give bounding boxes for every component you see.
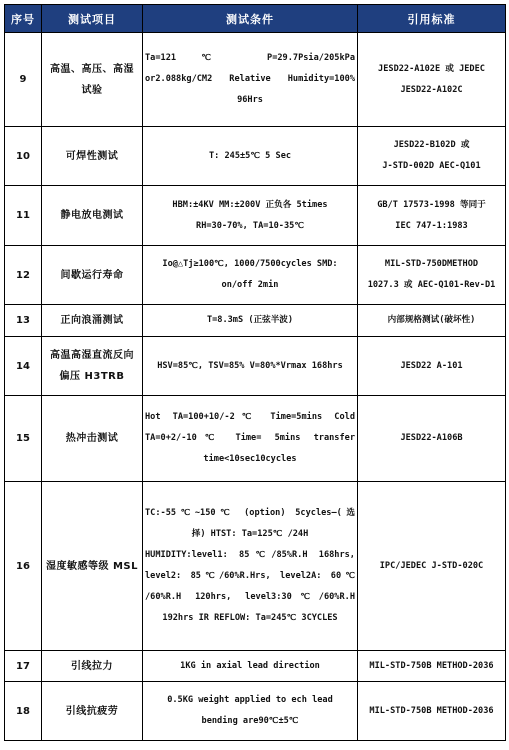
test-condition [143,337,358,396]
reference-standard [358,651,506,682]
row-number: 13 [5,305,42,337]
row-number: 9 [5,33,42,127]
reference-standard [358,305,506,337]
reference-standard [358,396,506,482]
test-item-line: 试验 [81,84,103,96]
test-condition-line: or2.088kg/CM2 Relative Humidity=100% [145,74,355,84]
test-condition-line: time<10sec10cycles [203,454,297,464]
test-item-line: 偏压 H3TRB [59,371,125,382]
row-number: 18 [5,682,42,741]
standard-line: MIL-STD-750B METHOD-2036 [369,705,494,716]
test-item-line: 高温高湿直流反向 [50,350,134,361]
standard-line: GB/T 17573-1998 等同于 [377,199,486,210]
test-item-line: 高温、高压、高湿 [50,63,134,75]
test-condition [143,246,358,305]
test-condition-line: /60%R.H 120hrs, level3:30℃/60%R.H [145,592,355,602]
row-number: 17 [5,651,42,682]
standard-line: JESD22-B102D 或 [393,140,470,150]
table-row [5,337,506,396]
test-item-line: 正向浪涌测试 [60,315,124,326]
test-item-line: 热冲击测试 [65,433,119,444]
test-condition-line: T=8.3mS (正弦半波) [206,315,294,325]
test-condition-line: 96Hrs [237,95,263,105]
test-condition [143,651,358,682]
standard-line: 1027.3 或 AEC-Q101-Rev-D1 [367,280,496,290]
row-number: 12 [5,246,42,305]
standard-line: MIL-STD-750DMETHOD [384,259,479,269]
standard-line: IPC/JEDEC J-STD-020C [379,560,484,571]
header-test-condition: 测试条件 [143,5,358,33]
test-condition [143,186,358,246]
test-item-line: 引线抗疲劳 [65,705,119,717]
test-condition-line: on/off 2min [221,280,279,290]
standard-line: JESD22 A-101 [400,360,463,371]
test-condition-line: TC:-55℃~150℃ (option) 5cycles—(选 [145,508,355,518]
standard-line: MIL-STD-750B METHOD-2036 [369,660,494,671]
row-number: 14 [5,337,42,396]
test-condition [143,396,358,482]
test-condition-line: 1KG in axial lead direction [180,660,320,671]
reference-standard [358,482,506,651]
test-item [42,482,143,651]
test-condition-line: 择) HTST: Ta=125℃ /24H [191,529,309,539]
test-condition-line: 0.5KG weight applied to ech lead [167,695,333,705]
test-condition-line: level2: 85℃/60%R.Hrs, level2A: 60℃ [145,571,355,581]
table-header-row [5,5,506,33]
test-condition-line: HUMIDITY:level1: 85℃/85%R.H 168hrs, [145,550,355,560]
reference-standard [358,186,506,246]
table-row [5,682,506,741]
table-row [5,305,506,337]
standard-line: IEC 747-1:1983 [395,220,468,231]
row-number: 10 [5,127,42,186]
test-condition [143,482,358,651]
test-condition-line: TA=0+2/-10℃ Time= 5mins transfer [145,433,355,443]
reference-standard [358,682,506,741]
test-condition [143,305,358,337]
test-condition-line: HBM:±4KV MM:±200V 正负各 5times [172,199,328,210]
test-item-line: 引线拉力 [71,660,113,672]
row-number: 16 [5,482,42,651]
table-row [5,33,506,127]
row-number: 15 [5,396,42,482]
header-test-item: 测试项目 [42,5,143,33]
test-condition [143,127,358,186]
table-row [5,651,506,682]
reference-standard [358,246,506,305]
header-no: 序号 [5,5,42,33]
test-condition-line: Ta=121℃ P=29.7Psia/205kPa [145,53,355,63]
standard-line: J-STD-002D AEC-Q101 [382,161,481,171]
test-item [42,305,143,337]
test-item-line: 湿度敏感等级 MSL [45,560,138,572]
test-condition [143,33,358,127]
reliability-test-table [4,4,506,741]
test-item [42,337,143,396]
header-reference-standard: 引用标准 [358,5,506,33]
reference-standard [358,33,506,127]
test-condition-line: Hot TA=100+10/-2℃ Time=5mins Cold [145,412,355,422]
table-row [5,186,506,246]
test-item [42,396,143,482]
standard-line: 内部规格测试(破坏性) [387,315,476,325]
test-item-line: 间歇运行寿命 [60,269,124,281]
reference-standard [358,337,506,396]
test-condition-line: HSV=85℃, TSV=85% V=80%*Vrmax 168hrs [157,360,343,371]
table-row [5,127,506,186]
test-item [42,682,143,741]
test-condition-line: RH=30-70%, TA=10-35℃ [196,220,304,231]
test-item [42,33,143,127]
row-number: 11 [5,186,42,246]
test-condition [143,682,358,741]
reference-standard [358,127,506,186]
test-item [42,127,143,186]
test-condition-line: Io@△Tj≥100℃, 1000/7500cycles SMD: [162,259,338,269]
test-item-line: 可焊性测试 [65,150,119,162]
test-condition-line: bending are90℃±5℃ [201,716,299,726]
test-item-line: 静电放电测试 [60,210,124,221]
test-condition-line: T: 245±5℃ 5 Sec [208,150,292,161]
test-item [42,651,143,682]
standard-line: JESD22-A102E 或 JEDEC [378,63,485,74]
table-row [5,482,506,651]
table-row [5,246,506,305]
standard-line: JESD22-A106B [400,433,463,443]
standard-line: JESD22-A102C [400,84,463,95]
table-row [5,396,506,482]
test-item [42,186,143,246]
test-item [42,246,143,305]
test-condition-line: 192hrs IR REFLOW: Ta=245℃ 3CYCLES [162,613,338,623]
